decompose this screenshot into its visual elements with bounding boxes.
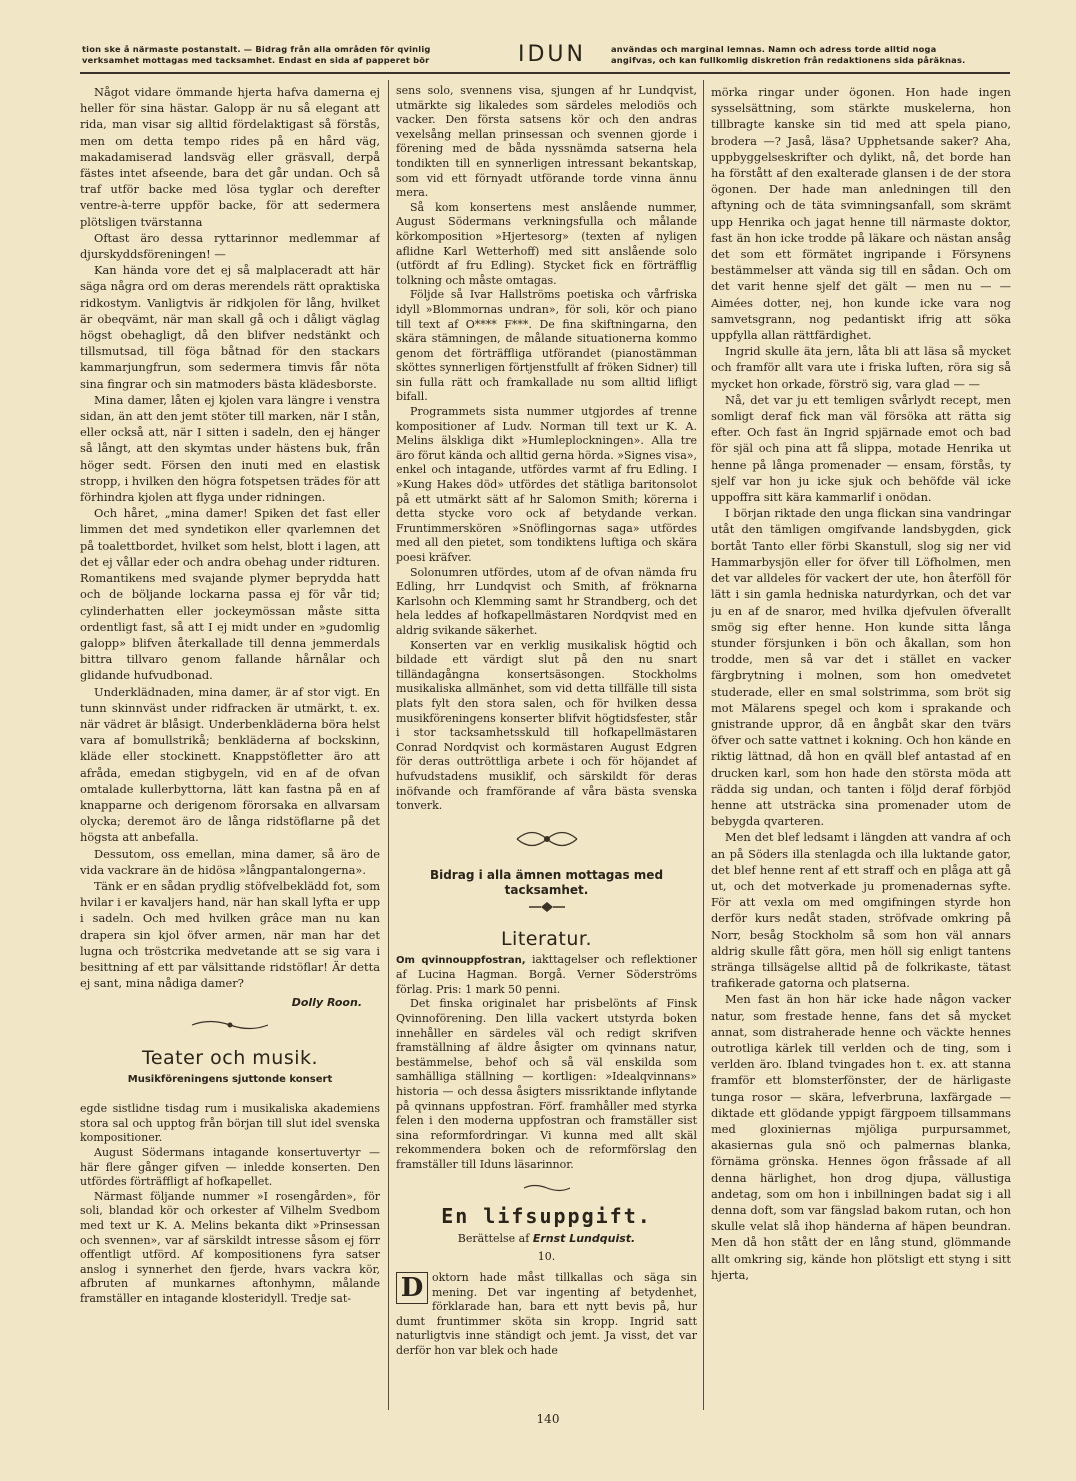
header-right-line: användas och marginal lemnas. Namn och adress torde alltid noga	[611, 44, 937, 54]
story-paragraph	[396, 1271, 697, 1359]
article-signature: Dolly Roon.	[291, 996, 362, 1010]
header-left-line: tion ske å närmaste postanstalt. — Bidrag från alla områden för qvinlig	[82, 44, 431, 54]
column-divider	[388, 80, 389, 1410]
paragraph: Följde så Ivar Hallströms poetiska och vårfriska idyll »Blommornas undran», för soli, kör och piano till text af O**** F***. De fina skiftningarna, den skära stämningen, de målande situationerna kommo genom det förträffliga utförandet (pianostämman sköttes synnerligen förtjenstfullt af fröken Sidner) till sin fulla rätt och framkallade nu som alltid lifligt bifall.	[396, 288, 697, 404]
column-divider	[703, 80, 704, 1410]
ornament-icon	[80, 1018, 380, 1036]
paragraph: I början riktade den unga flickan sina vandringar utåt den tämligen omgifvande landsbygden, gick bortåt Tanto eller förbi Skanstull, slog sig ner vid Hammarbysjön eller for öfver till Löfholmen, men det var alldeles för vackert der ute, hon återföll för lätt i sin gamla hedniska naturdyrkan, och det var ju en af de snaror, med hvilka djefvulen öfverallt smög sig efter henne. Hon kunde sitta långa stunder försjunken i bön och åkallan, som hon trodde, men så var det i stället en vacker färgbrytning i molnen, som hon omedvetet studerade, eller en smal solstrimma, som bröt sig mot Mälarens spegel och kom i sprakande och gnistrande uppror, då en ångbåt skar den tvärs öfver och satte vattnet i kokning. Och hon kände en riktig lättnad, då hon en qväll blef antastad af en drucken karl, som hon hade den största möda att rädda sig undan, och tanten i följd deraf förbjöd henne att utsträcka sina promenader utom de bebygda qvarteren.	[711, 506, 1011, 829]
ornament-icon	[396, 826, 697, 857]
paragraph: Programmets sista nummer utgjordes af trenne kompositioner af Ludv. Norman till text ur K. A. Melins älskliga dikt »Humleplockningen». Alla tre äro förut kända och alltid gerna hörda. »Signes visa», enkel och intagande, utfördes varmt af fru Edling. I »Kung Hakes död» utfördes det stätliga baritonsolot på ett utmärkt sätt af hr Salomon Smith; körerna i detta stycke voro ock af betydande verkan. Fruntimmerskören »Snöflingornas saga» utfördes med all den pietet, som tondiktens luftiga och skära poesi kräfver.	[396, 405, 697, 564]
paragraph: Något vidare ömmande hjerta hafva damerna ej heller för sina hästar. Galopp är nu så elegant att rida, man visar sig alltid fördelaktigast så förstås, men om detta tempo rides på en hård väg, makadamiserad landsväg eller gräsvall, derpå fästes intet afseende, bara det går undan. Och så traf utför backe med lösa tyglar och derefter ventre-à-terre uppför backe, för att sedermera plötsligen tvärstanna	[80, 85, 380, 229]
book-entry	[396, 953, 697, 998]
paragraph: sens solo, svennens visa, sjungen af hr Lundqvist, utmärkte sig likaledes som särdeles melodiös och vacker. Den första satsens kör och den andras vexelsång mellan prinsessan och svennen gjorde i förening med de båda nyssnämda satserna hela tondikten till en synnerligen intressant bekantskap, som vid ett förnyadt utförande torde vinna ännu mera.	[396, 84, 697, 200]
column-3	[711, 84, 1011, 1434]
section-subtitle-concert: Musikföreningens sjuttonde konsert	[127, 1073, 333, 1085]
paragraph: Och håret, „mina damer! Spiken det fast eller limmen det med syndetikon eller qvarlemnen det på toalettbordet, hvilket som helst, blott i lagen, att det ej vållar eder och andra obehag under ridturen. Romantikens med svajande plymer beprydda hatt och de böljande lockarna passa ej för vår tid; cylinderhatten eller jockeymössan måste sitta ordentligt fast, så att I ej midt under en »gudomlig galopp» blifven återkallade till denna jemmerdals bittra tillvaro genom fallande hårnålar och glidande hufvudbonad.	[80, 506, 380, 683]
page-header	[76, 44, 1011, 68]
paragraph: Kan hända vore det ej så malplaceradt att här säga några ord om deras merendels rätt opraktiska ridkostym. Vanligtvis är ridkjolen för lång, hvilket är obeqvämt, när man skall gå och i dåligt väglag högst obehagligt, då den blifver nedstänkt och tillsmutsad, till föga båtnad för den stackars kammarjungfrun, som sedermera timvis får nöta sina fingrar och sin matmoders bästa klädesborste.	[80, 263, 380, 391]
paragraph: Nå, det var ju ett temligen svårlydt recept, men somligt deraf fick man väl försöka att rätta sig efter. Och fast än Ingrid spjärnade emot och bad för själ och pina att få slippa, motade Henrika ut henne på långa promenader — ensam, förstås, ty sjelf var hon ju icke sjuk och behöfde väl icke uppoffra sitt kära kammarlif i onödan.	[711, 392, 1011, 505]
paragraph: Men fast än hon här icke hade någon vacker natur, som frestade henne, fans det så mycket annat, som distraherade henne och väckte hennes outrotliga kärlek till verlden och de ting, som i verlden äro. Ibland tvingades hon t. ex. att stanna framför ett blomsterfönster, der de härligaste tunga rosor — skära, lefverbruna, laxfärgade — diktade ett glödande yppigt färgpoem tillsammans med gloxiniernas mjöliga purpursammet, akasiernas gula snö och palmernas blanka, förnäma grönska. Hennes ögon fråssade af all denna härlighet, hon drog djupa, vällustiga andetag, som om hon i inbillningen badat sig i all denna doft, som var fängslad bakom rutan, och hon skulle velat slå ihop händerna af häpen beundran. Men då hon stått der en lång stund, glömmande allt omkring sig, kände hon plötsligt ett styng i sitt hjerta,	[711, 992, 1011, 1282]
paragraph: egde sistlidne tisdag rum i musikaliska akademiens stora sal och upptog från början till slut idel svenska kompositioner.	[80, 1102, 380, 1145]
story-author: Ernst Lundquist.	[532, 1231, 636, 1245]
ornament-icon	[396, 1183, 697, 1198]
section-title-theatre: Teater och musik.	[141, 1046, 319, 1069]
header-left-line: verksamhet mottagas med tacksamhet. Endast en sida af papperet bör	[82, 55, 430, 65]
ornament-icon	[396, 901, 697, 918]
header-right-line: angifvas, och kan fullkomlig diskretion från redaktionens sida påräknas.	[611, 55, 966, 65]
paragraph: Men det blef ledsamt i längden att vandra af och an på Söders illa stenlagda och illa luktande gator, det blef henne rent af ett straff och en plåga att gå ut, och det motverkade ju promenadernas syfte. För att vexla om med omgifningen styrde hon derför kurs nedåt staden, ströfvade omkring på Norr, besåg Stockholm så som hon väl annars aldrig skulle fått göra, men höll sig enligt tantens stränga tillsägelse alltid på de folkrikaste, tätast trafikerade gatorna och platserna.	[711, 830, 1011, 991]
story-text: oktorn hade måst tillkallas och säga sin mening. Det var ingenting af betydenhet, förklarade han, bara ett nytt bevis på, hur dumt fruntimmer sköta sin kropp. Ingrid satt naturligtvis inne ständigt och jemt. Ja visst, det var derför hon var blek och hade	[396, 1270, 697, 1357]
paragraph: Dessutom, oss emellan, mina damer, så äro de vida vackrare än de hidösa »långpantalongerna».	[80, 846, 380, 877]
paragraph: Solonumren utfördes, utom af de ofvan nämda fru Edling, hrr Lundqvist och Smith, af fröknarna Karlsohn och Klemming samt hr Strandberg, och det hela leddes af hofkapellmästaren Nordqvist med en aldrig svikande säkerhet.	[396, 565, 697, 637]
book-title: Om qvinnouppfostran,	[396, 954, 526, 966]
story-byline	[396, 1232, 697, 1247]
paragraph: Oftast äro dessa ryttarinnor medlemmar af djurskyddsföreningen! —	[80, 230, 380, 262]
paragraph: Konserten var en verklig musikalisk högtid och bildade ett värdigt slut på den nu snart tilländagångna konsertsäsongen. Stockholms musikaliska allmänhet, som vid detta tillfälle till sista plats fylt den stora salen, och för hvilken dessa musikföreningens konserter blifvit högtidsfester, står i stor tacksamhetsskuld till hofkapellmästaren Conrad Nordqvist och kormästaren August Edgren för deras outtröttliga arbete i och för höjandet af hufvudstadens musiklif, och särskildt för deras inöfvande och framförande af våra bästa svenska tonverk.	[396, 638, 697, 813]
section-title-literature: Literatur.	[500, 928, 593, 951]
masthead-title: IDUN	[518, 42, 586, 67]
column-1	[80, 84, 380, 1434]
chapter-number: 10.	[537, 1250, 556, 1264]
paragraph: Tänk er en sådan prydlig stöfvelbeklädd fot, som hvilar i er kavaljers hand, när han skall lyfta er upp i sadeln. Och med hvilken grâce man nu kan drapera sin kjol öfver armen, när man har det lugna och tröstcrika medvetande att se sig vara i besittning af ett par välsittande ridstöflar! Är detta ej sant, mina nådiga damer?	[80, 878, 380, 991]
paragraph: Underklädnaden, mina damer, är af stor vigt. En tunn skinnväst under ridfracken är utmärkt, t. ex. när vädret är blåsigt. Underbenkläderna böra helst vara af bomullstrikå; benkläderna af bockskinn, kläde eller stockinett. Knappstöfletter äro att afråda, emedan stigbygeln, vid en af de ofvan omtalade kullerbyttorna, lätt kan fastna på en af knapparne och derigenom förorsaka en allvarsam olycka; deremot äro de långa ridstöflarne på det högsta att anbefalla.	[80, 684, 380, 845]
page-number: 140	[536, 1412, 560, 1426]
column-2	[396, 84, 697, 1434]
paragraph: Mina damer, låten ej kjolen vara längre i venstra sidan, än att den jemt stöter till marken, när I stån, eller också att, när I sitten i sadeln, den ej hänger så långt, att den skymtas under hästens buk, från höger sedt. Försen den inuti med en elastisk stropp, i hvilken den högra fotspetsen trädes för att förhindra kjolen att flyga under ridningen.	[80, 392, 380, 505]
story-title: En lifsuppgift.	[441, 1204, 652, 1229]
header-rule	[80, 72, 1010, 74]
dropcap-letter: D	[396, 1272, 428, 1304]
paragraph: Så kom konsertens mest anslående nummer, August Södermans verkningsfulla och målande körkomposition »Hjertesorg» (texten af nyligen aflidne Karl Wetterhoff) med sitt anslående solo (utfördt af fru Edling). Stycket fick en förträfflig tolkning och måste omtagas.	[396, 200, 697, 287]
paragraph: mörka ringar under ögonen. Hon hade ingen sysselsättning, som stärkte muskelerna, hon tillbragte kanske sin tid med att spela piano, brodera —? Jaså, läsa? Upphetsande saker? Aha, uppbyggelseskrifter och dylikt, nå, det borde han ha förstått af den exalterade glansen i de der stora ögonen. Der hade man anledningen till den aftyning och de täta svimningsanfall, som skrämt upp Henrika och jagat henne till närmaste doktor, fast än hon icke trodde på läkare och nästan ansåg det som ett förmätet ingripande i Försynens bestämmelser att vända sig till en sådan. Och om det varit henne sjelf det gält — men nu — — Aimées dotter, nej, hon kunde icke vara nog samvetsgrann, nog pedantiskt ifrig att söka uppfylla allan rättfärdighet.	[711, 85, 1011, 343]
contributions-notice: Bidrag i alla ämnen mottagas med tacksamhet.	[429, 868, 664, 897]
header-left-notice	[82, 44, 482, 66]
paragraph: Det finska originalet har prisbelönts af Finsk Qvinnoförening. Den lilla vackert utstyrda boken innehåller en särdeles väl och redigt skrifven framställning af äldre åsigter om qvinnans natur, bestämmelse, behof och så väl enskilda som samhälliga ställning — kortligen: »Idealqvinnans» historia — och dessa åsigters missriktande inflytande på qvinnans uppfostran. Förf. framhåller med styrka felen i den moderna uppfostran och framställer sist sina reformfordringar. Vi kunna med allt skäl rekommendera boken och de reformförslag den framställer till Iduns läsarinnor.	[396, 997, 697, 1171]
paragraph: Närmast följande nummer »I rosengården», för soli, blandad kör och orkester af Vilhelm Svedbom med text ur K. A. Melins bekanta dikt »Prinsessan och svennen», var af särskildt intresse såsom ej förr offentligt utförd. Af kompositionens fyra satser anslog i synnerhet den fjerde, hvars vackra kör, afbruten af munkarnes aftonhymn, målande framställer en intagande klosteridyll. Tredje sat-	[80, 1189, 380, 1305]
paragraph: August Södermans intagande konsertuvertyr — här flere gånger gifven — inledde konserten. Den utfördes förträffligt af hofkapellet.	[80, 1145, 380, 1189]
book-details: iakttagelser och reflektioner af Lucina Hagman. Borgå. Verner Söderströms förlag. Pris: 1 mark 50 penni.	[396, 952, 697, 996]
header-right-notice	[611, 44, 1011, 66]
paragraph: Ingrid skulle äta jern, låta bli att läsa så mycket och framför allt vara ute i friska luften, röra sig så mycket hon orkade, förströ sig, vara glad — —	[711, 344, 1011, 391]
byline-prefix: Berättelse af	[457, 1231, 530, 1245]
